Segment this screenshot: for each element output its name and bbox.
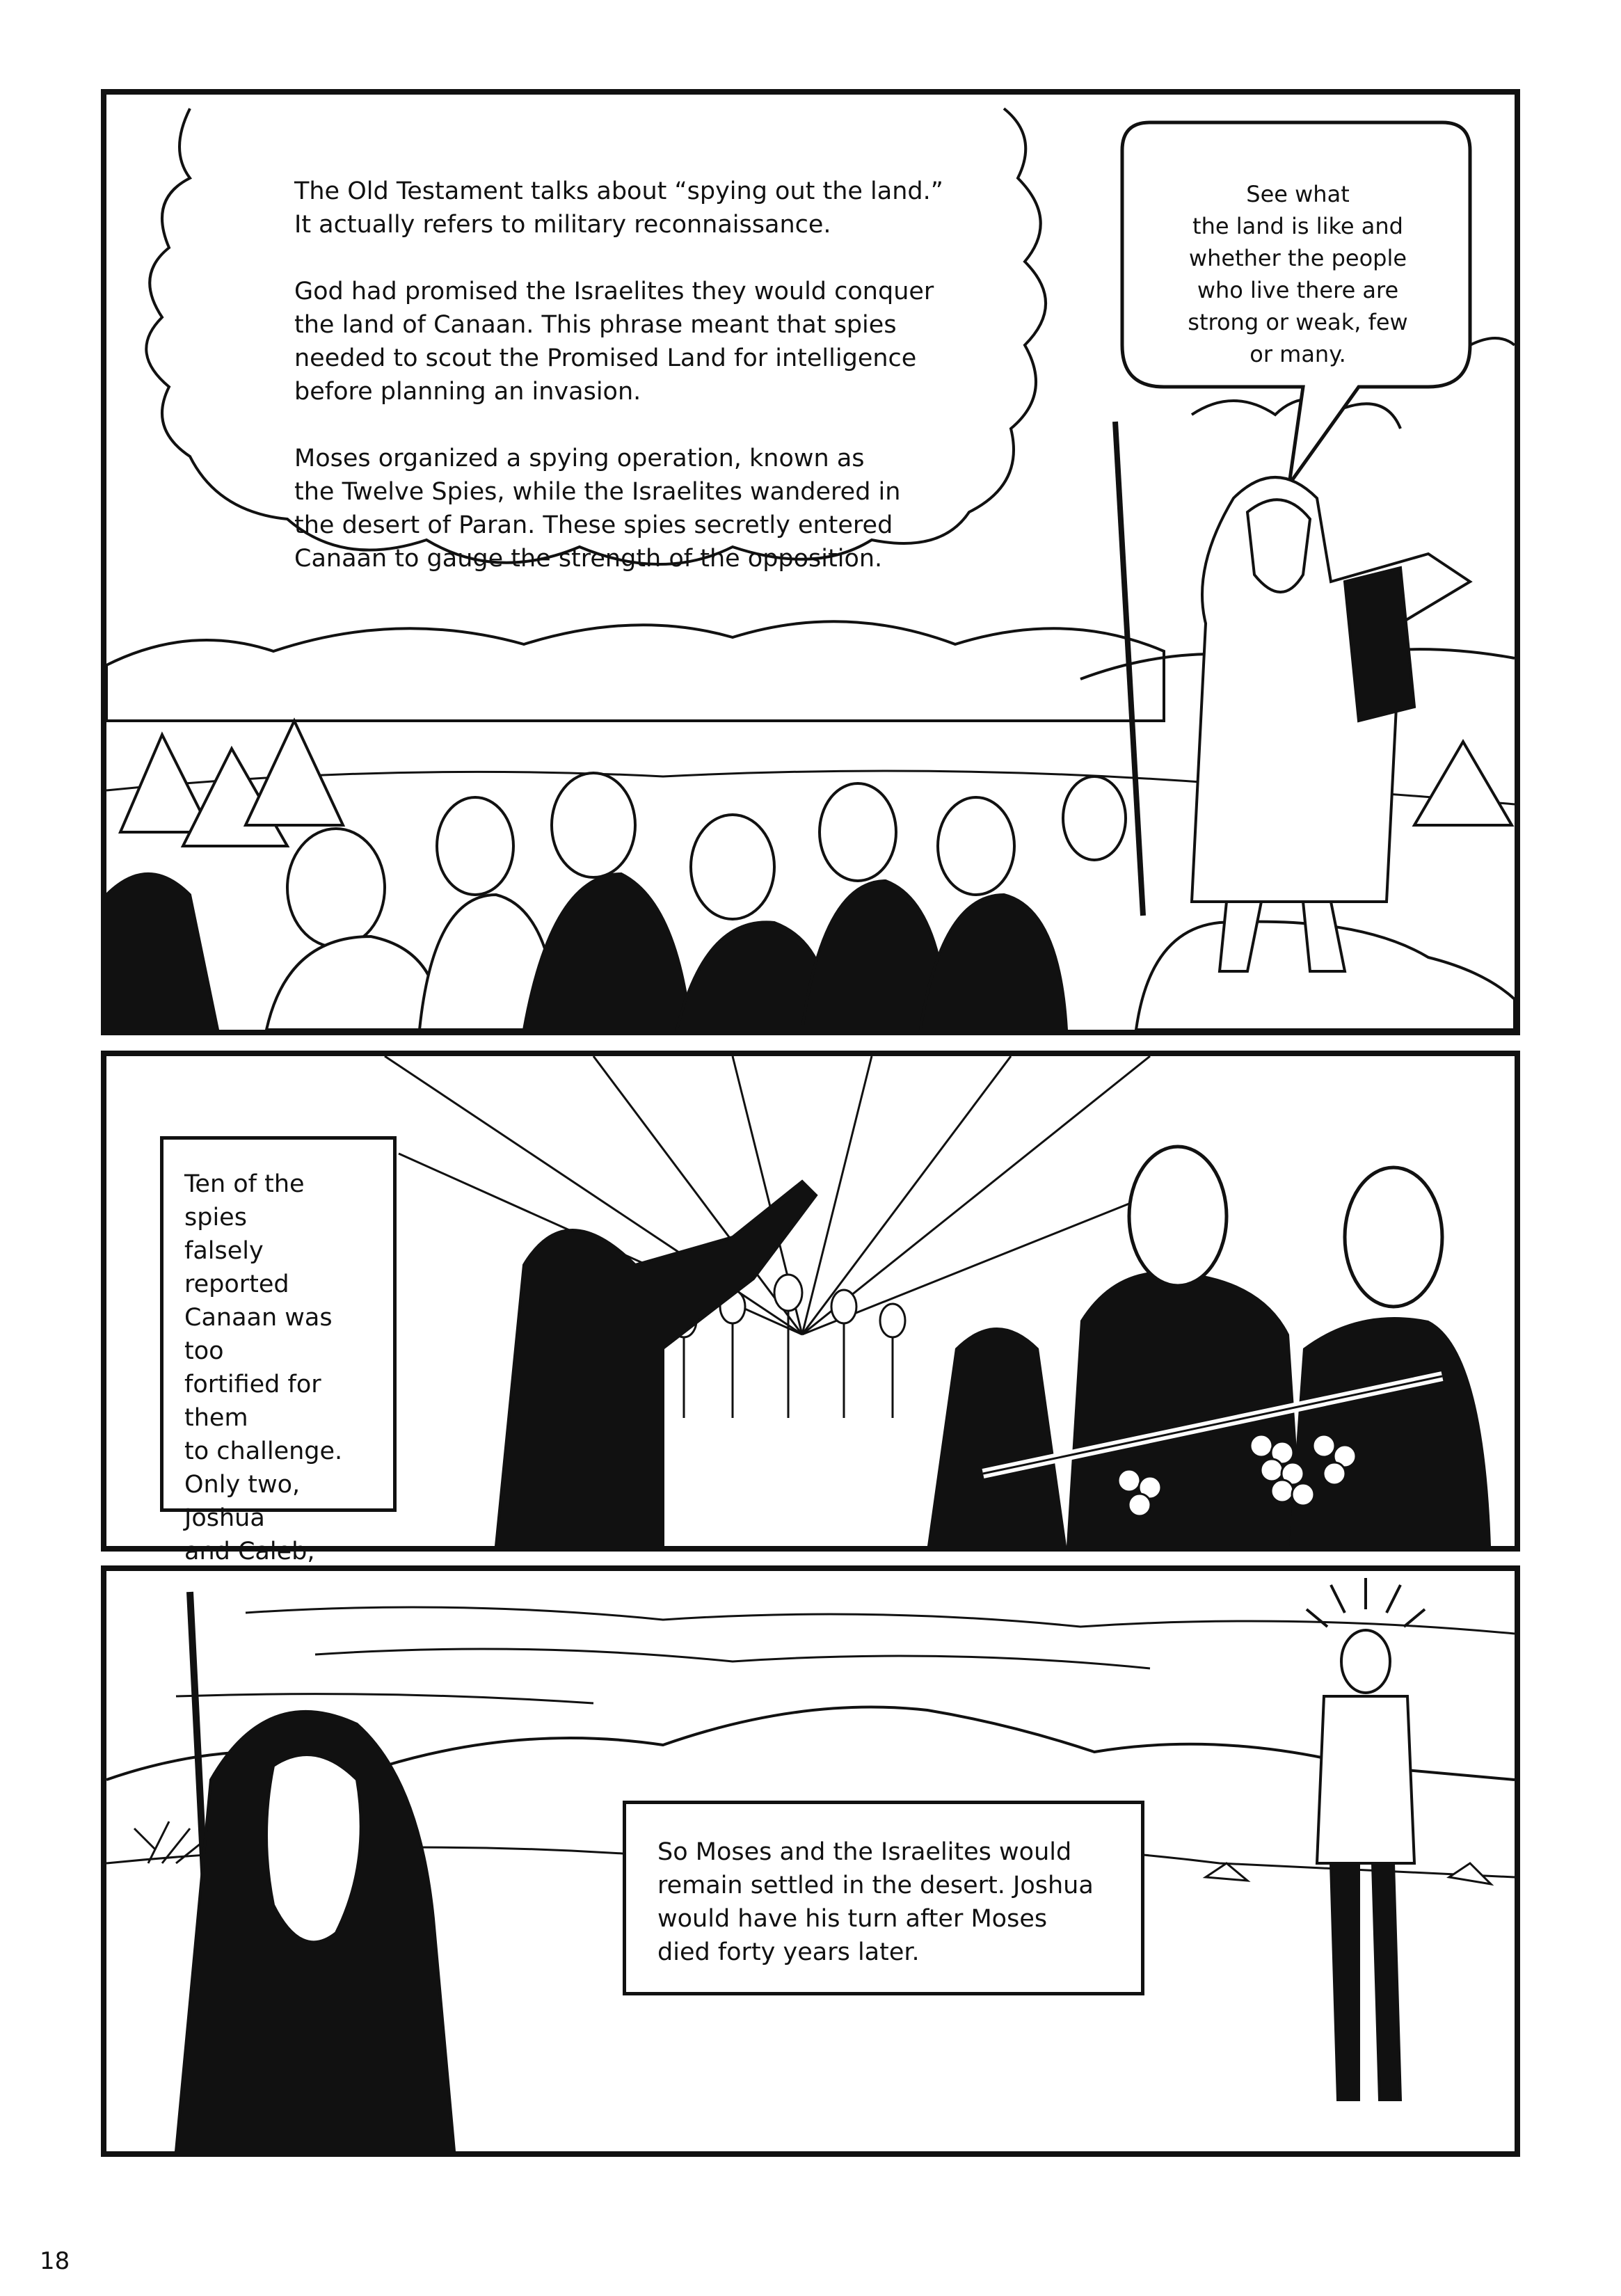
narration-caption-box: Ten of the spies falsely reported Canaan was too fortified for them to challenge. Only two, Joshua and Caleb,	[160, 1136, 397, 1512]
sky-lines	[176, 1607, 1515, 1703]
page-number: 18	[40, 2247, 70, 2275]
comic-panel-2	[101, 1051, 1520, 1565]
comic-panel-1	[101, 89, 1520, 1035]
caleb-figure	[1289, 1317, 1491, 1546]
narration-text: The Old Testament talks about “spying out the land.” It actually refers to military reconnaissance. God had promised the Israelites they would conquer the land of Canaan. This phrase meant that spies needed to scout the Promised Land for intelligence before planning an invasion. Moses organized a spying operation, known as the Twelve Spies, while the Israelites wandered in the desert of Paran. These spies secretly entered Canaan to gauge the strength of the opposition.	[294, 177, 943, 573]
desert-hills	[106, 621, 1164, 721]
moses-figure	[1115, 422, 1470, 971]
aura-lines	[1307, 1578, 1425, 1627]
speech-bubble-text: See what the land is like and whether the people who live there are strong or weak, few or many.	[1188, 181, 1408, 367]
joshua-standing-figure	[1317, 1630, 1414, 2100]
light-rays	[385, 1056, 1150, 1334]
spy-figure-center	[927, 1328, 1067, 1546]
comic-panel-3	[101, 1565, 1520, 2157]
narration-caption-box: So Moses and the Israelites would remain settled in the desert. Joshua would have his turn after Moses died forty years later.	[623, 1801, 1144, 1995]
